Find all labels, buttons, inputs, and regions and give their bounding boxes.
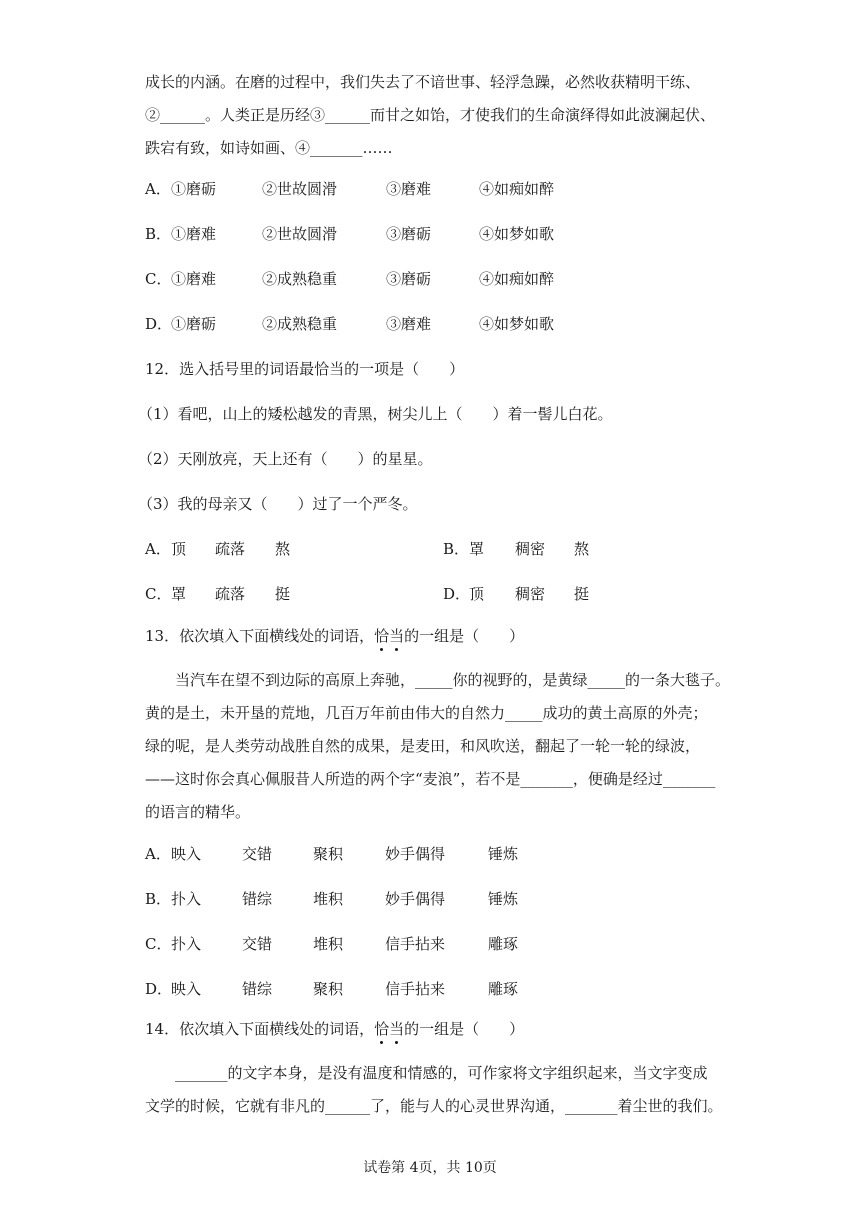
option-item: 妙手偶得 [385, 845, 446, 863]
option-item: 映入 [171, 845, 202, 863]
option-label: D． [145, 980, 173, 998]
option-item: ①磨砺 [171, 180, 217, 198]
option-item: 错综 [242, 890, 273, 908]
option-item: 错综 [242, 980, 273, 998]
option-item: 堆积 [313, 935, 344, 953]
option-label: D． [443, 585, 471, 603]
q14-passage-line-2: 文学的时候，它就有非凡的______了，能与人的心灵世界沟通，_______着尘世的我们。 [145, 1097, 723, 1115]
option-item: ①磨砺 [171, 315, 217, 333]
option-item: 雕琢 [488, 935, 519, 953]
option-item: 顶 [171, 540, 187, 558]
q13-passage-line-3: 绿的呢，是人类劳动战胜自然的成果，是麦田，和风吹送，翻起了一轮一轮的绿波， [145, 737, 701, 755]
option-item: 顶 [469, 585, 485, 603]
option-item: ④如痴如醉 [479, 180, 555, 198]
option-label: A． [145, 180, 171, 198]
option-item: ②成熟稳重 [262, 270, 338, 288]
option-item: ④如梦如歌 [479, 315, 555, 333]
option-item: 聚积 [313, 845, 344, 863]
option-label: A． [145, 845, 171, 863]
option-item: ④如梦如歌 [479, 225, 555, 243]
option-item: 妙手偶得 [385, 890, 446, 908]
q13-stem [145, 625, 524, 647]
option-item: 雕琢 [488, 980, 519, 998]
q12-sentence-2: （2）天刚放亮，天上还有（ ）的星星。 [138, 450, 433, 468]
option-item: 挺 [574, 585, 590, 603]
option-label: B． [145, 890, 172, 908]
option-label: C． [145, 585, 172, 603]
option-item: ①磨难 [171, 225, 217, 243]
q12-stem: 12．选入括号里的词语最恰当的一项是（ ） [145, 360, 465, 378]
option-item: 信手拈来 [385, 935, 446, 953]
stem-text: 的一组是（ ） [404, 627, 525, 645]
option-item: 锤炼 [488, 845, 519, 863]
emphasis-char: 当 [389, 1020, 405, 1038]
q13-passage-line-1: 当汽车在望不到边际的高原上奔驰，_____你的视野的，是黄绿_____的一条大毯子。 [175, 671, 731, 689]
option-item: 稠密 [515, 585, 546, 603]
option-item: ③磨砺 [386, 225, 432, 243]
option-item: 映入 [171, 980, 202, 998]
option-item: 疏落 [215, 585, 246, 603]
q14-passage-line-1: _______的文字本身，是没有温度和情感的，可作家将文字组织起来，当文字变成 [175, 1064, 708, 1082]
option-item: 堆积 [313, 890, 344, 908]
stem-text: 13．依次填入下面横线处的词语， [145, 627, 375, 645]
option-item: ①磨难 [171, 270, 217, 288]
option-item: 扑入 [171, 935, 202, 953]
option-label: C． [145, 270, 172, 288]
emphasis-char: 恰 [374, 1020, 390, 1038]
option-item: 熬 [574, 540, 590, 558]
option-label: A． [145, 540, 171, 558]
option-label: B． [443, 540, 470, 558]
option-item: 交错 [242, 845, 273, 863]
emphasis-char: 当 [389, 627, 405, 645]
option-item: ②世故圆滑 [262, 180, 338, 198]
q13-passage-line-5: 的语言的精华。 [145, 803, 251, 821]
stem-text: 14．依次填入下面横线处的词语， [145, 1020, 375, 1038]
option-item: 疏落 [215, 540, 246, 558]
option-label: B． [145, 225, 172, 243]
option-item: 锤炼 [488, 890, 519, 908]
option-item: 信手拈来 [385, 980, 446, 998]
q14-stem [145, 1018, 524, 1040]
q11-passage-line-2: ②______。人类正是历经③______而甘之如饴，才使我们的生命演绎得如此波澜起伏、 [145, 106, 716, 124]
q12-sentence-1: （1）看吧，山上的矮松越发的青黑，树尖儿上（ ）着一髻儿白花。 [138, 405, 613, 423]
q12-sentence-3: （3）我的母亲又（ ）过了一个严冬。 [138, 495, 418, 513]
option-item: 稠密 [515, 540, 546, 558]
stem-text: 的一组是（ ） [404, 1020, 525, 1038]
option-item: ②成熟稳重 [262, 315, 338, 333]
option-item: ②世故圆滑 [262, 225, 338, 243]
option-item: 熬 [275, 540, 291, 558]
option-item: ④如痴如醉 [479, 270, 555, 288]
option-item: 聚积 [313, 980, 344, 998]
page-footer: 试卷第 4页，共 10页 [363, 1160, 497, 1176]
option-item: 扑入 [171, 890, 202, 908]
option-item: 罩 [469, 540, 485, 558]
option-item: 挺 [275, 585, 291, 603]
q11-passage-line-1: 成长的内涵。在磨的过程中，我们失去了不谙世事、轻浮急躁，必然收获精明干练、 [145, 73, 701, 91]
emphasis-char: 恰 [374, 627, 390, 645]
option-item: 交错 [242, 935, 273, 953]
option-item: ③磨难 [386, 315, 432, 333]
option-item: ③磨难 [386, 180, 432, 198]
q11-passage-line-3: 跌宕有致，如诗如画、④_______…… [145, 139, 393, 157]
q13-passage-line-4: ——这时你会真心佩服昔人所造的两个字“麦浪”，若不是_______，便确是经过_______ [145, 770, 716, 788]
q13-passage-line-2: 黄的是土，未开垦的荒地，几百万年前由伟大的自然力_____成功的黄土高原的外壳； [145, 704, 708, 722]
option-item: 罩 [171, 585, 187, 603]
option-label: C． [145, 935, 172, 953]
option-item: ③磨砺 [386, 270, 432, 288]
option-label: D． [145, 315, 173, 333]
